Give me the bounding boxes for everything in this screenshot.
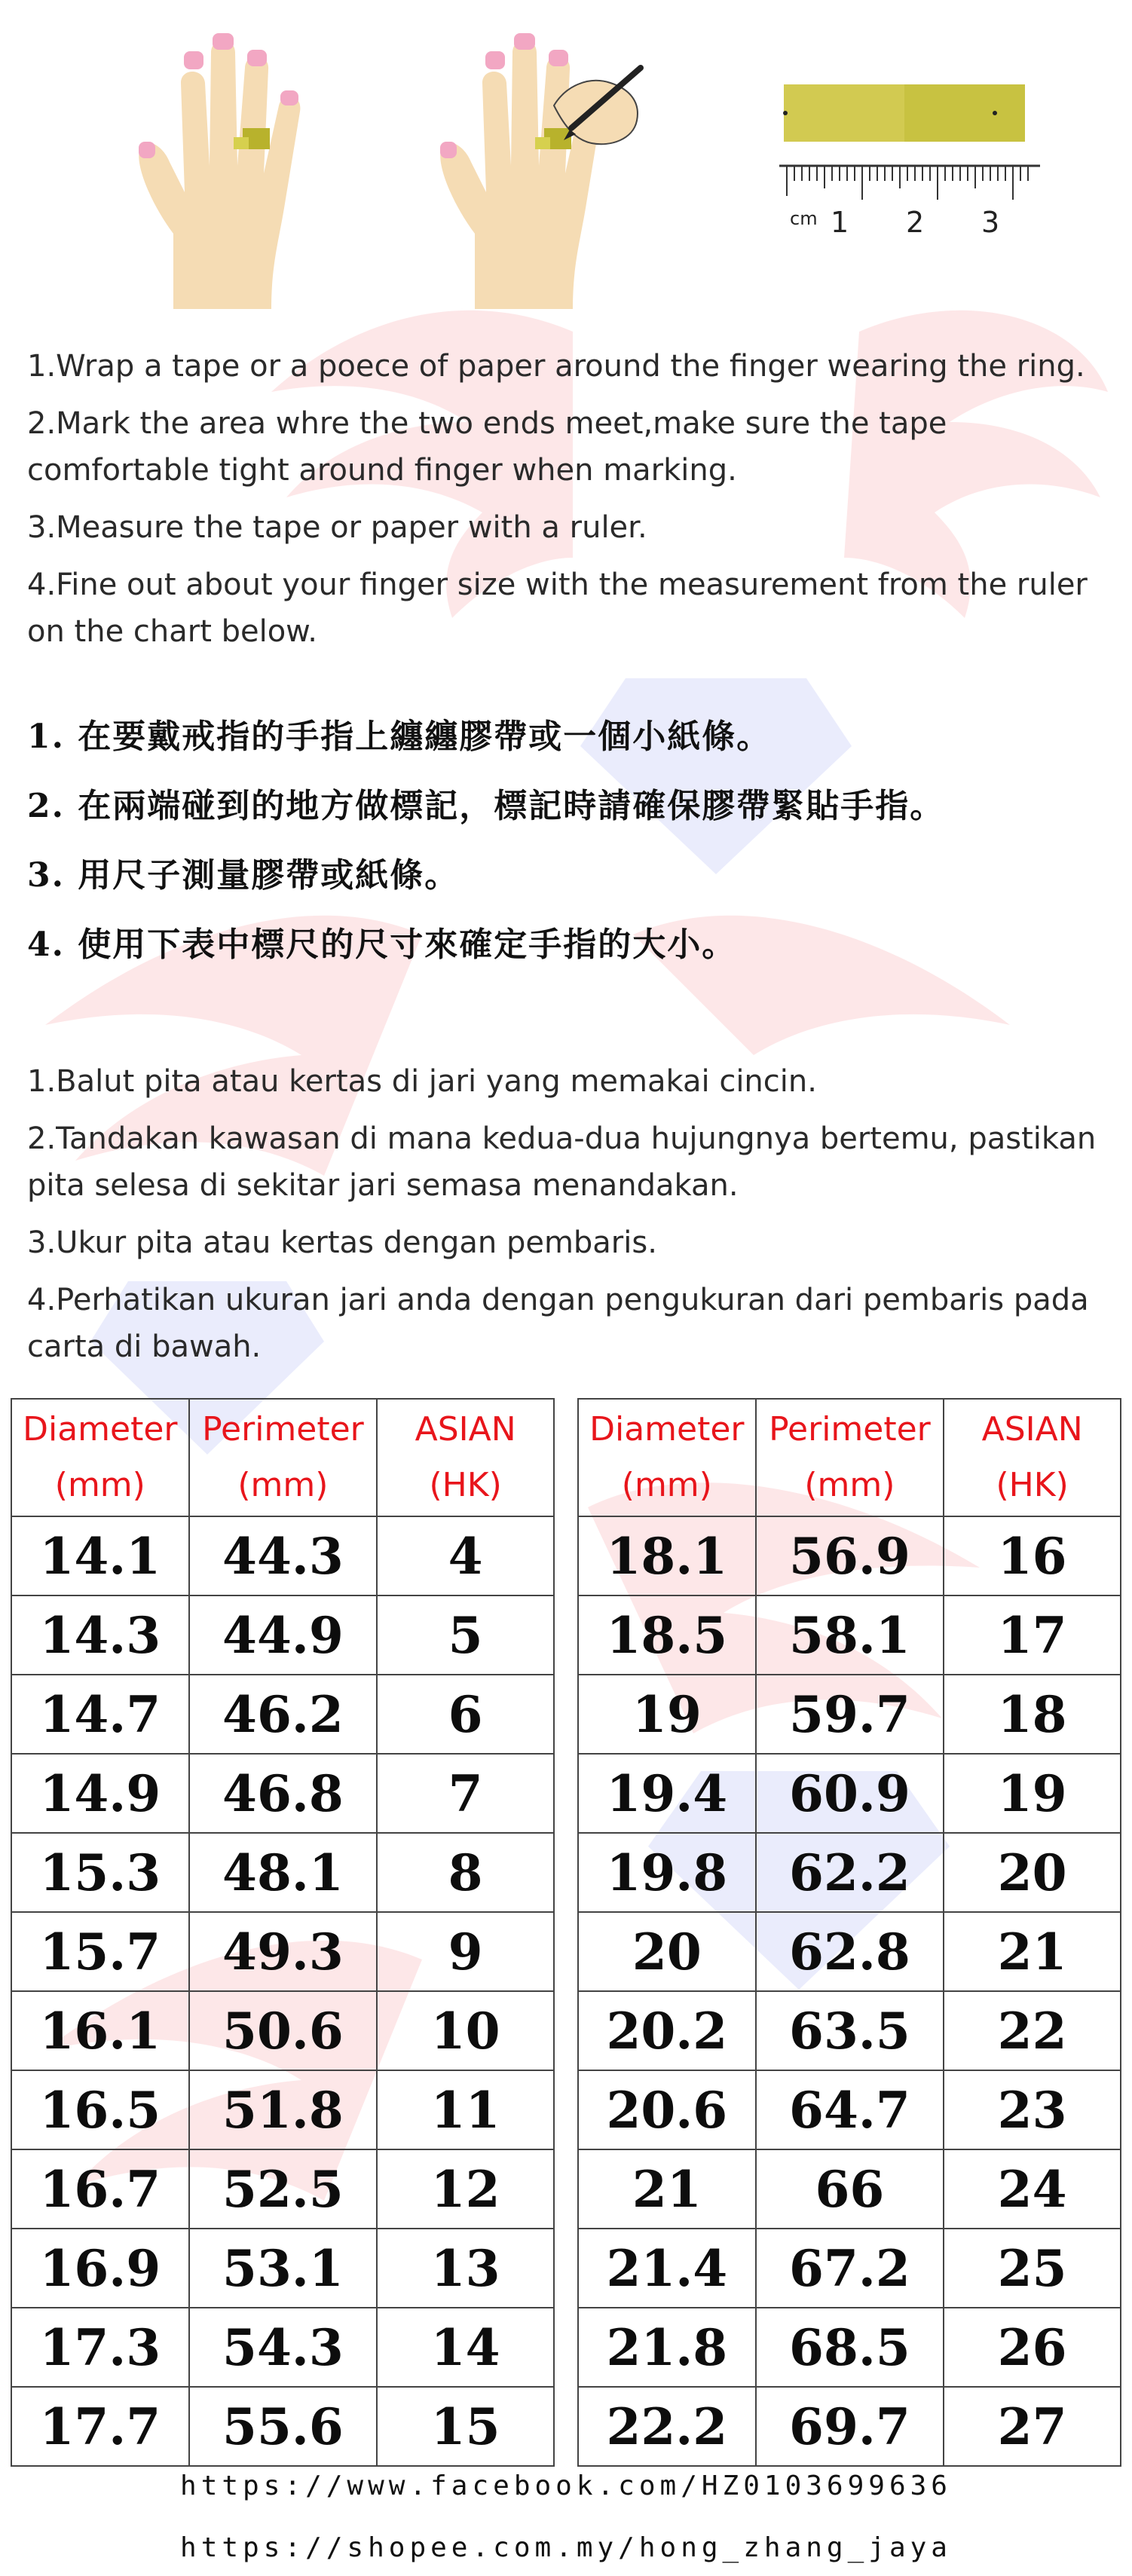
instruction-zh-4: 4. 使用下表中標尺的尺寸來確定手指的大小。 bbox=[27, 925, 737, 964]
cell: 24 bbox=[944, 2149, 1121, 2229]
cell: 4 bbox=[377, 1516, 554, 1595]
cell: 54.3 bbox=[189, 2308, 378, 2387]
instructions-chinese bbox=[27, 714, 1105, 992]
cell: 12 bbox=[377, 2149, 554, 2229]
cell: 19 bbox=[944, 1754, 1121, 1833]
table-row bbox=[578, 1595, 1121, 1675]
cell: 44.3 bbox=[189, 1516, 378, 1595]
instruction-en-2: 2.Mark the area whre the two ends meet,make sure the tape comfortable tight around finger when marking. bbox=[27, 406, 947, 488]
instruction-en-3: 3.Measure the tape or paper with a ruler. bbox=[27, 510, 647, 545]
table-row bbox=[578, 2308, 1121, 2387]
cell: 62.2 bbox=[756, 1833, 944, 1912]
cell: 7 bbox=[377, 1754, 554, 1833]
cell: 14 bbox=[377, 2308, 554, 2387]
header-perimeter: Perimeter (mm) bbox=[756, 1399, 944, 1516]
cell: 20.6 bbox=[578, 2070, 756, 2149]
cell: 19.8 bbox=[578, 1833, 756, 1912]
cell: 17.3 bbox=[11, 2308, 189, 2387]
cell: 22 bbox=[944, 1991, 1121, 2070]
cell: 16.7 bbox=[11, 2149, 189, 2229]
cell: 27 bbox=[944, 2387, 1121, 2466]
cell: 51.8 bbox=[189, 2070, 378, 2149]
cell: 68.5 bbox=[756, 2308, 944, 2387]
cell: 16 bbox=[944, 1516, 1121, 1595]
table-row bbox=[11, 1675, 554, 1754]
table-row bbox=[11, 1754, 554, 1833]
instruction-ms-3: 3.Ukur pita atau kertas dengan pembaris. bbox=[27, 1225, 657, 1260]
cell: 16.9 bbox=[11, 2229, 189, 2308]
cell: 25 bbox=[944, 2229, 1121, 2308]
cell: 67.2 bbox=[756, 2229, 944, 2308]
cell: 14.9 bbox=[11, 1754, 189, 1833]
header-asian-hk: ASIAN (HK) bbox=[377, 1399, 554, 1516]
cell: 21.8 bbox=[578, 2308, 756, 2387]
cell: 56.9 bbox=[756, 1516, 944, 1595]
cell: 10 bbox=[377, 1991, 554, 2070]
cell: 14.1 bbox=[11, 1516, 189, 1595]
table-row bbox=[11, 1833, 554, 1912]
instruction-ms-1: 1.Balut pita atau kertas di jari yang memakai cincin. bbox=[27, 1064, 817, 1099]
cell: 22.2 bbox=[578, 2387, 756, 2466]
ruler-tick-2: 2 bbox=[906, 206, 925, 239]
header-diameter: Diameter (mm) bbox=[578, 1399, 756, 1516]
cell: 46.8 bbox=[189, 1754, 378, 1833]
cell: 49.3 bbox=[189, 1912, 378, 1991]
cell: 66 bbox=[756, 2149, 944, 2229]
cell: 58.1 bbox=[756, 1595, 944, 1675]
cell: 9 bbox=[377, 1912, 554, 1991]
cell: 14.7 bbox=[11, 1675, 189, 1754]
cell: 53.1 bbox=[189, 2229, 378, 2308]
cell: 15.3 bbox=[11, 1833, 189, 1912]
instruction-zh-1: 1. 在要戴戒指的手指上纏纏膠帶或一個小紙條。 bbox=[27, 717, 772, 756]
table-row bbox=[11, 1595, 554, 1675]
cell: 46.2 bbox=[189, 1675, 378, 1754]
cell: 20 bbox=[944, 1833, 1121, 1912]
table-row bbox=[578, 1675, 1121, 1754]
cell: 21 bbox=[944, 1912, 1121, 1991]
cell: 62.8 bbox=[756, 1912, 944, 1991]
table-row bbox=[11, 2229, 554, 2308]
cell: 16.5 bbox=[11, 2070, 189, 2149]
size-table-right bbox=[577, 1398, 1121, 2467]
cell: 26 bbox=[944, 2308, 1121, 2387]
cell: 21 bbox=[578, 2149, 756, 2229]
cell: 60.9 bbox=[756, 1754, 944, 1833]
instruction-zh-3: 3. 用尺子測量膠帶或紙條。 bbox=[27, 856, 460, 895]
measurement-illustration bbox=[0, 0, 1132, 317]
cell: 18.5 bbox=[578, 1595, 756, 1675]
cell: 64.7 bbox=[756, 2070, 944, 2149]
cell: 17.7 bbox=[11, 2387, 189, 2466]
ruler-tick-3: 3 bbox=[981, 206, 1000, 239]
table-row bbox=[11, 1912, 554, 1991]
cell: 19 bbox=[578, 1675, 756, 1754]
table-row bbox=[578, 1991, 1121, 2070]
instruction-ms-2: 2.Tandakan kawasan di mana kedua-dua hujungnya bertemu, pastikan pita selesa di sekitar jari semasa menandakan. bbox=[27, 1121, 1097, 1203]
tape-and-ruler-illustration bbox=[776, 75, 1048, 256]
table-header-row bbox=[11, 1399, 554, 1516]
hand-marking-illustration bbox=[422, 15, 663, 309]
cell: 20.2 bbox=[578, 1991, 756, 2070]
cell: 50.6 bbox=[189, 1991, 378, 2070]
cell: 20 bbox=[578, 1912, 756, 1991]
header-perimeter: Perimeter (mm) bbox=[189, 1399, 378, 1516]
ruler-tick-1: 1 bbox=[831, 206, 849, 239]
table-row bbox=[578, 2229, 1121, 2308]
table-row bbox=[11, 2070, 554, 2149]
cell: 14.3 bbox=[11, 1595, 189, 1675]
hand-with-tape-illustration bbox=[121, 15, 347, 309]
facebook-url: https://www.facebook.com/HZ0103699636 bbox=[180, 2470, 952, 2501]
table-row bbox=[11, 2387, 554, 2466]
cell: 18.1 bbox=[578, 1516, 756, 1595]
shopee-url: https://shopee.com.my/hong_zhang_jaya bbox=[180, 2532, 952, 2563]
cell: 6 bbox=[377, 1675, 554, 1754]
table-row bbox=[578, 1833, 1121, 1912]
cell: 63.5 bbox=[756, 1991, 944, 2070]
cell: 17 bbox=[944, 1595, 1121, 1675]
instruction-en-1: 1.Wrap a tape or a poece of paper around the finger wearing the ring. bbox=[27, 349, 1085, 384]
instruction-zh-2: 2. 在兩端碰到的地方做標記，標記時請確保膠帶緊貼手指。 bbox=[27, 787, 945, 825]
header-asian-hk: ASIAN (HK) bbox=[944, 1399, 1121, 1516]
table-row bbox=[11, 2308, 554, 2387]
cell: 69.7 bbox=[756, 2387, 944, 2466]
instruction-en-4: 4.Fine out about your finger size with the measurement from the ruler on the chart below. bbox=[27, 568, 1088, 649]
cell: 59.7 bbox=[756, 1675, 944, 1754]
cell: 23 bbox=[944, 2070, 1121, 2149]
cell: 55.6 bbox=[189, 2387, 378, 2466]
table-row bbox=[578, 2070, 1121, 2149]
table-row bbox=[578, 2149, 1121, 2229]
cell: 15 bbox=[377, 2387, 554, 2466]
cell: 48.1 bbox=[189, 1833, 378, 1912]
cell: 11 bbox=[377, 2070, 554, 2149]
table-row bbox=[578, 1516, 1121, 1595]
table-header-row bbox=[578, 1399, 1121, 1516]
table-row bbox=[11, 1516, 554, 1595]
instruction-ms-4: 4.Perhatikan ukuran jari anda dengan pengukuran dari pembaris pada carta di bawah. bbox=[27, 1283, 1089, 1364]
cell: 13 bbox=[377, 2229, 554, 2308]
table-row bbox=[578, 1754, 1121, 1833]
cell: 5 bbox=[377, 1595, 554, 1675]
table-row bbox=[578, 2387, 1121, 2466]
ruler-unit-label: cm bbox=[790, 208, 818, 229]
cell: 21.4 bbox=[578, 2229, 756, 2308]
instructions-malay bbox=[27, 1058, 1105, 1381]
cell: 8 bbox=[377, 1833, 554, 1912]
cell: 15.7 bbox=[11, 1912, 189, 1991]
header-diameter: Diameter (mm) bbox=[11, 1399, 189, 1516]
table-row bbox=[578, 1912, 1121, 1991]
cell: 18 bbox=[944, 1675, 1121, 1754]
table-row bbox=[11, 1991, 554, 2070]
cell: 52.5 bbox=[189, 2149, 378, 2229]
cell: 44.9 bbox=[189, 1595, 378, 1675]
cell: 16.1 bbox=[11, 1991, 189, 2070]
size-table-left bbox=[11, 1398, 555, 2467]
table-row bbox=[11, 2149, 554, 2229]
instructions-english bbox=[27, 343, 1105, 665]
cell: 19.4 bbox=[578, 1754, 756, 1833]
